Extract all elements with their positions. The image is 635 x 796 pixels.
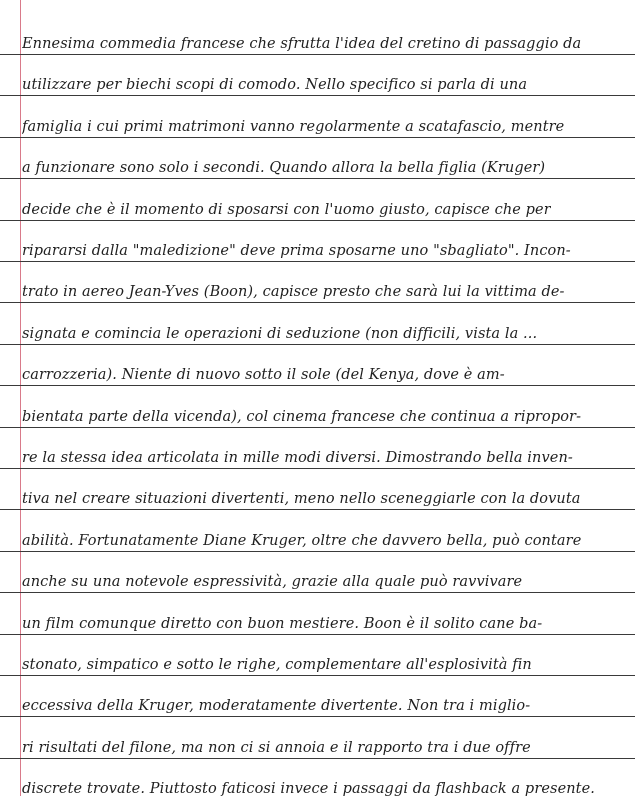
ruled-line xyxy=(0,758,635,759)
ruled-line xyxy=(0,592,635,593)
text-line: trato in aereo Jean-Yves (Boon), capisce presto che sarà lui la vittima de- xyxy=(22,284,565,300)
ruled-line xyxy=(0,427,635,428)
ruled-line xyxy=(0,385,635,386)
text-line: discrete trovate. Piuttosto faticosi invece i passaggi da flashback a presente. xyxy=(22,781,596,796)
text-line: bientata parte della vicenda), col cinema francese che continua a ripropor- xyxy=(22,409,582,425)
ruled-line xyxy=(0,178,635,179)
ruled-line xyxy=(0,261,635,262)
ruled-line xyxy=(0,137,635,138)
text-line: famiglia i cui primi matrimoni vanno regolarmente a scatafascio, mentre xyxy=(22,119,565,135)
ruled-line xyxy=(0,551,635,552)
ruled-line xyxy=(0,220,635,221)
ruled-line xyxy=(0,716,635,717)
ruled-line xyxy=(0,344,635,345)
text-line: ripararsi dalla "maledizione" deve prima sposarne uno "sbagliato". Incon- xyxy=(22,243,571,259)
text-line: a funzionare sono solo i secondi. Quando allora la bella figlia (Kruger) xyxy=(22,160,546,176)
text-line: tiva nel creare situazioni divertenti, meno nello sceneggiarle con la dovuta xyxy=(22,491,581,507)
text-line: abilità. Fortunatamente Diane Kruger, oltre che davvero bella, può contare xyxy=(22,533,582,549)
text-line: ri risultati del filone, ma non ci si annoia e il rapporto tra i due offre xyxy=(22,740,531,756)
text-line: stonato, simpatico e sotto le righe, complementare all'esplosività fin xyxy=(22,657,532,673)
ruled-line xyxy=(0,509,635,510)
text-line: un film comunque diretto con buon mestiere. Boon è il solito cane ba- xyxy=(22,616,543,632)
margin-line xyxy=(20,0,21,796)
text-line: utilizzare per biechi scopi di comodo. Nello specifico si parla di una xyxy=(22,77,528,93)
ruled-line xyxy=(0,634,635,635)
text-line: eccessiva della Kruger, moderatamente divertente. Non tra i miglio- xyxy=(22,698,531,714)
text-line: decide che è il momento di sposarsi con l'uomo giusto, capisce che per xyxy=(22,202,551,218)
text-line: re la stessa idea articolata in mille modi diversi. Dimostrando bella inven- xyxy=(22,450,573,466)
ruled-line xyxy=(0,675,635,676)
text-line: signata e comincia le operazioni di seduzione (non difficili, vista la ... xyxy=(22,326,538,342)
text-line: anche su una notevole espressività, grazie alla quale può ravvivare xyxy=(22,574,523,590)
text-line: Ennesima commedia francese che sfrutta l'idea del cretino di passaggio da xyxy=(22,36,582,52)
ruled-line xyxy=(0,468,635,469)
ruled-line xyxy=(0,302,635,303)
ruled-line xyxy=(0,54,635,55)
text-line: carrozzeria). Niente di nuovo sotto il sole (del Kenya, dove è am- xyxy=(22,367,505,383)
ruled-line xyxy=(0,95,635,96)
